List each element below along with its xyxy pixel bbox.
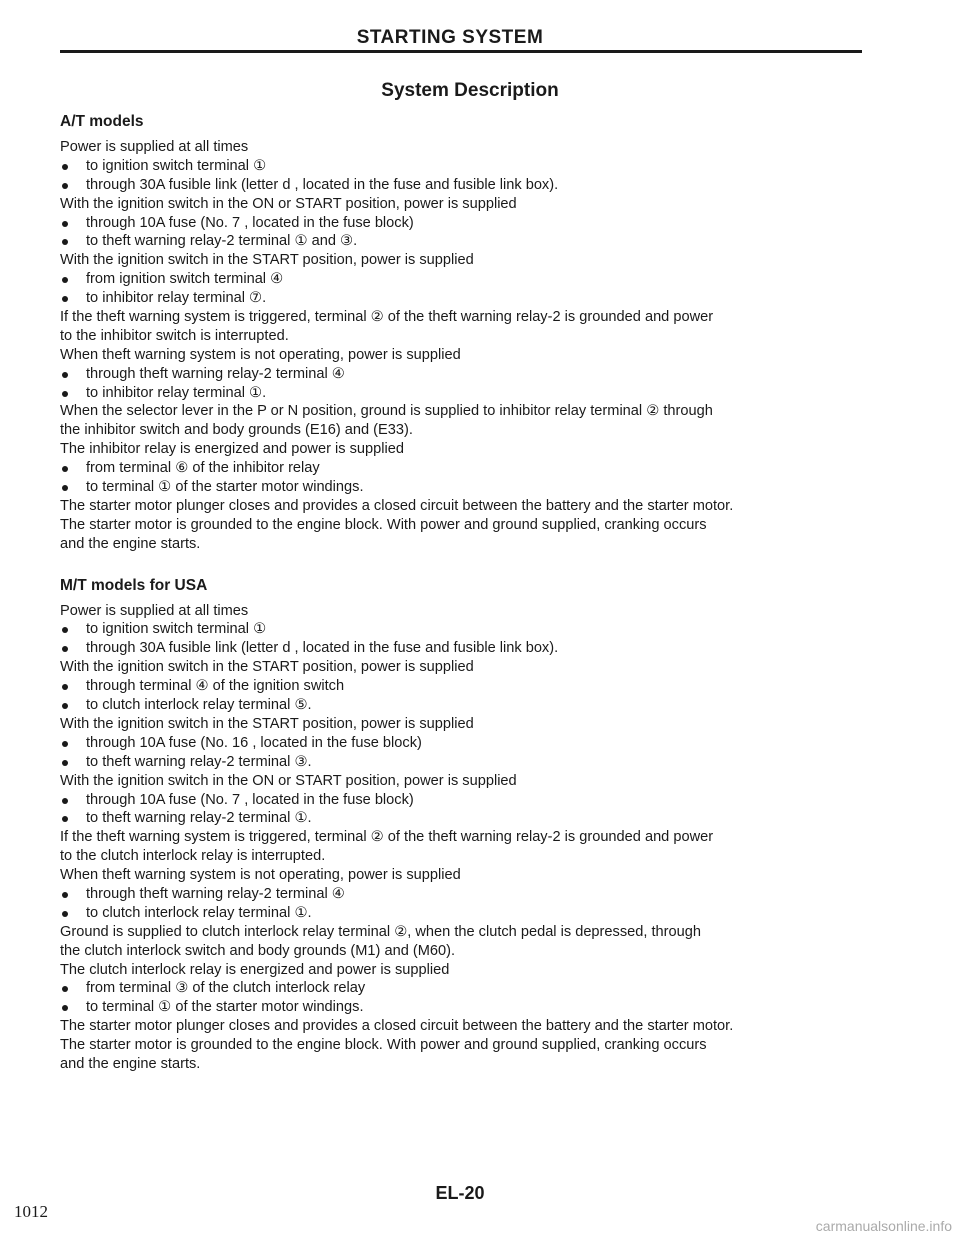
section-code: EL-20 [435, 1183, 485, 1203]
bullet-item: to theft warning relay-2 terminal ①. [60, 809, 860, 828]
bullet-item: through 10A fuse (No. 7 , located in the fuse block) [60, 214, 860, 233]
paragraph-line: If the theft warning system is triggered, terminal ② of the theft warning relay-2 is grounded and power [60, 309, 714, 326]
paragraph-line: The starter motor plunger closes and provides a closed circuit between the battery and the starter motor. [60, 497, 734, 514]
paragraph-line: the inhibitor switch and body grounds (E16) and (E33). [60, 422, 413, 439]
paragraph-line: The starter motor is grounded to the engine block. With power and ground supplied, cranking occurs [60, 516, 707, 533]
paragraph-line: When theft warning system is not operating, power is supplied [60, 346, 461, 363]
bullet-item: to terminal ① of the starter motor windings. [60, 478, 860, 497]
bullet-item: to theft warning relay-2 terminal ① and ③. [60, 232, 860, 251]
bullet-item: through terminal ④ of the ignition switch [60, 677, 860, 696]
page-header: STARTING SYSTEM [356, 27, 544, 48]
bullet-item: from terminal ③ of the clutch interlock relay [60, 979, 860, 998]
paragraph-line: With the ignition switch in the START position, power is supplied [60, 252, 474, 269]
bullet-item: to terminal ① of the starter motor windings. [60, 998, 860, 1017]
bullet-item: to inhibitor relay terminal ⑦. [60, 289, 860, 308]
bullet-item: through 30A fusible link (letter d , located in the fuse and fusible link box). [60, 639, 860, 658]
paragraph-line: With the ignition switch in the ON or START position, power is supplied [60, 195, 517, 212]
bullet-item: to clutch interlock relay terminal ①. [60, 904, 860, 923]
bullet-item: from terminal ⑥ of the inhibitor relay [60, 459, 860, 478]
paragraph-line: and the engine starts. [60, 1055, 201, 1072]
at-heading: A/T models [60, 113, 144, 130]
mt-heading: M/T models for USA [60, 576, 208, 594]
paragraph-line: The inhibitor relay is energized and power is supplied [60, 441, 404, 458]
paragraph-line: With the ignition switch in the ON or START position, power is supplied [60, 772, 517, 789]
bullet-item: from ignition switch terminal ④ [60, 270, 860, 289]
bullet-item: through theft warning relay-2 terminal ④ [60, 365, 860, 384]
at-lines [60, 138, 860, 554]
watermark-link[interactable]: carmanualsonline.info [815, 1218, 952, 1234]
bullet-item: through 10A fuse (No. 7 , located in the fuse block) [60, 791, 860, 810]
bullet-item: to ignition switch terminal ① [60, 620, 860, 639]
bullet-item: to inhibitor relay terminal ①. [60, 384, 860, 403]
paragraph-line: If the theft warning system is triggered, terminal ② of the theft warning relay-2 is grounded and power [60, 829, 714, 846]
document-body [60, 112, 860, 1074]
paragraph-line: With the ignition switch in the START position, power is supplied [60, 715, 474, 732]
paragraph-line: The clutch interlock relay is energized and power is supplied [60, 961, 450, 978]
page-number: 1012 [14, 1202, 48, 1221]
paragraph-line: When the selector lever in the P or N position, ground is supplied to inhibitor relay terminal ② through [60, 403, 713, 420]
paragraph-line: the clutch interlock switch and body grounds (M1) and (M60). [60, 942, 456, 959]
bullet-item: to clutch interlock relay terminal ⑤. [60, 696, 860, 715]
paragraph-line: Power is supplied at all times [60, 602, 249, 619]
paragraph-line: Power is supplied at all times [60, 139, 249, 155]
paragraph-line: to the clutch interlock relay is interrupted. [60, 848, 326, 865]
section-gap [60, 554, 860, 576]
bullet-item: to ignition switch terminal ① [60, 157, 860, 176]
paragraph-line: to the inhibitor switch is interrupted. [60, 327, 289, 344]
paragraph-line: and the engine starts. [60, 535, 201, 552]
at-section [60, 112, 860, 554]
header-rule [60, 50, 862, 53]
paragraph-line: The starter motor plunger closes and provides a closed circuit between the battery and the starter motor. [60, 1018, 734, 1035]
bullet-item: through theft warning relay-2 terminal ④ [60, 885, 860, 904]
section-title: System Description [381, 80, 559, 101]
bullet-item: through 10A fuse (No. 16 , located in the fuse block) [60, 734, 860, 753]
paragraph-line: The starter motor is grounded to the engine block. With power and ground supplied, cranking occurs [60, 1037, 707, 1054]
bullet-item: through 30A fusible link (letter d , located in the fuse and fusible link box). [60, 176, 860, 195]
paragraph-line: When theft warning system is not operating, power is supplied [60, 867, 461, 884]
bullet-item: to theft warning relay-2 terminal ③. [60, 753, 860, 772]
paragraph-line: Ground is supplied to clutch interlock relay terminal ②, when the clutch pedal is depressed, through [60, 923, 701, 940]
mt-section [60, 576, 860, 1074]
mt-lines [60, 602, 860, 1074]
paragraph-line: With the ignition switch in the START position, power is supplied [60, 659, 474, 676]
